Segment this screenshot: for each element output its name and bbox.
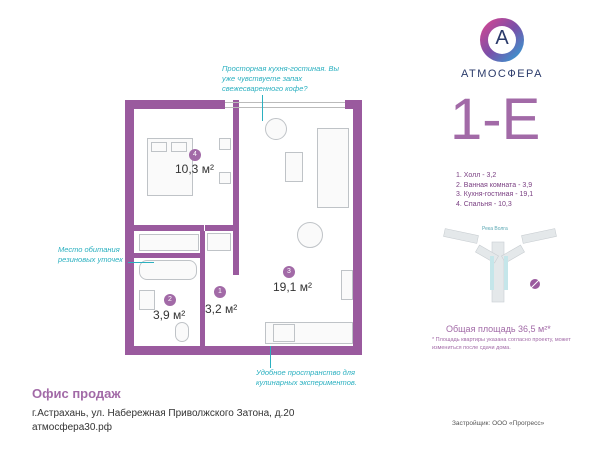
room-area: 3,9 м² xyxy=(153,308,186,322)
logo-letter: A xyxy=(495,27,509,49)
pillow xyxy=(151,142,167,152)
callout-line xyxy=(128,262,154,263)
washbasin xyxy=(139,290,155,310)
legend-item: 3. Кухня-гостиная - 19,1 xyxy=(456,191,534,198)
brand-name: АТМОСФЕРА xyxy=(461,68,543,80)
room-area: 10,3 м² xyxy=(175,162,214,176)
sofa xyxy=(317,128,349,208)
hall-wardrobe xyxy=(207,233,231,251)
wall xyxy=(233,100,239,275)
office-title: Офис продаж xyxy=(32,386,121,401)
coffee-table xyxy=(285,152,303,182)
wall xyxy=(200,231,205,346)
pillow xyxy=(171,142,187,152)
apartment-code: 1-E xyxy=(450,87,541,152)
building-mini-map xyxy=(440,222,560,310)
window xyxy=(225,102,345,108)
armchair xyxy=(265,118,287,140)
room-number: 3 xyxy=(283,266,295,278)
river-label: Река Волга xyxy=(482,226,508,232)
wall xyxy=(205,225,233,231)
office-site[interactable]: атмосфера30.рф xyxy=(32,422,112,433)
room-number: 2 xyxy=(164,294,176,306)
nightstand xyxy=(219,172,231,184)
wall xyxy=(125,100,134,355)
wall xyxy=(353,100,362,355)
total-area-note: * Площадь квартиры указана согласно проекту, может измениться после сдачи дома. xyxy=(432,337,571,351)
callout-cooking: Удобное пространство для кулинарных экспериментов. xyxy=(256,368,357,387)
room-legend xyxy=(456,171,586,209)
total-area: Общая площадь 36,5 м²* xyxy=(446,324,551,334)
room-area: 3,2 м² xyxy=(205,302,238,316)
wall xyxy=(134,225,204,231)
bathtub xyxy=(139,260,197,280)
legend-item: 1. Холл - 3,2 xyxy=(456,172,497,179)
legend-item: 2. Ванная комната - 3,9 xyxy=(456,181,533,189)
floor-plan xyxy=(125,100,365,360)
wall xyxy=(125,346,362,355)
wall xyxy=(125,100,225,109)
developer-label: Застройщик: ООО «Прогресс» xyxy=(452,420,545,427)
room-number: 1 xyxy=(214,286,226,298)
legend-item: 4. Спальня - 10,3 xyxy=(456,200,512,208)
building-map-icon xyxy=(440,222,560,310)
dining-table xyxy=(297,222,323,248)
callout-line xyxy=(262,95,263,121)
wardrobe xyxy=(139,234,199,251)
toilet xyxy=(175,322,189,342)
brand-logo xyxy=(478,16,526,64)
stove xyxy=(273,324,295,342)
callout-kitchen: Просторная кухня-гостиная. Вы уже чувствуете запах свежесваренного кофе? xyxy=(222,64,340,93)
nightstand xyxy=(219,138,231,150)
wall xyxy=(134,253,204,258)
callout-bath: Место обитания резиновых уточек xyxy=(58,245,123,264)
office-address: г.Астрахань, ул. Набережная Приволжского Затона, д.20 xyxy=(32,408,295,419)
room-area: 19,1 м² xyxy=(273,280,312,294)
fridge xyxy=(341,270,353,300)
room-number: 4 xyxy=(189,149,201,161)
callout-line xyxy=(270,346,271,368)
